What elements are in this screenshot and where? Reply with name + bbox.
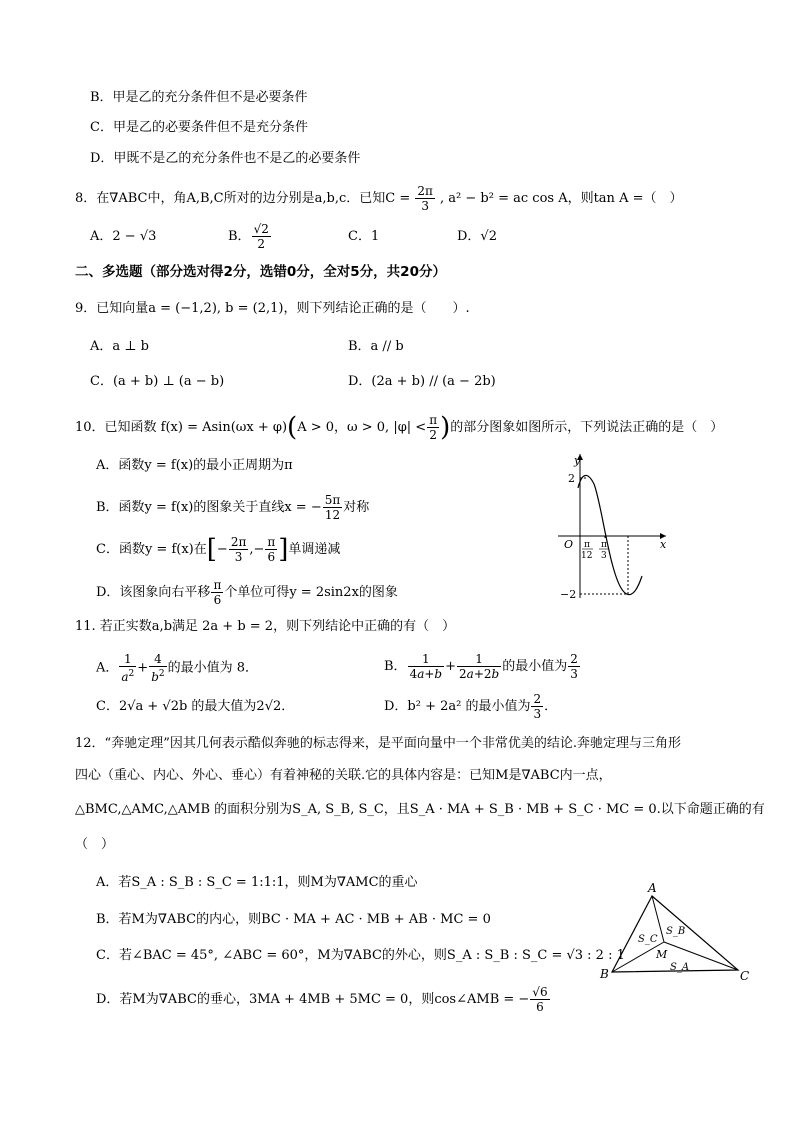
q8-option-a: A．2 − √3 <box>90 229 157 244</box>
q11-option-a: A． $\frac{1}{a^2}$ + $\frac{4}{b^2}$ 的最小值为 8． <box>96 652 259 684</box>
x-axis-label: x <box>660 538 667 551</box>
ytick-neg2: −2 <box>560 588 577 601</box>
q12-line3: △BMC,△AMC,△AMB 的面积分别为S_A, S_B, S_C，且S_A · MA + S_B · MB + S_C · MC = 0.以下命题正确的有 <box>75 802 765 817</box>
vertex-c-label: C <box>740 969 750 983</box>
q12-option-a: A．若S_A : S_B : S_C = 1:1:1，则M为∇AMC的重心 <box>96 875 418 890</box>
q12-option-d: D．若M为∇ABC的垂心，3MA + 4MB + 5MC = 0，则cos∠AMB = − $\frac{√6}{6}$ <box>96 985 548 1014</box>
q9-option-a: A．a ⊥ b <box>90 339 149 354</box>
vertex-b-label: B <box>600 967 609 981</box>
q11-option-b: B． $\frac{1}{4a+b}$ + $\frac{1}{2a+2b}$ 的最小值为 $\frac{2}{3}$ <box>384 652 578 681</box>
q10-option-b: B．函数y = f(x)的图象关于直线x = − $\frac{5\pi}{12}$ 对称 <box>96 493 370 522</box>
q9-option-b: B．a // b <box>348 339 404 354</box>
q9-stem: 9．已知向量a = (−1,2), b = (2,1)，则下列结论正确的是（ ）. <box>75 301 470 316</box>
q7-option-b: B．甲是乙的充分条件但不是必要条件 <box>90 90 308 105</box>
q12-line2: 四心（重心、内心、外心、垂心）有着神秘的关联.它的具体内容是：已知M是∇ABC内一点， <box>75 768 612 783</box>
q11-stem: 11. 若正实数a,b满足 2a + b = 2，则下列结论中正确的有（ ） <box>75 619 456 634</box>
q8-option-c: C．1 <box>348 229 380 244</box>
q7-option-d: D．甲既不是乙的充分条件也不是乙的必要条件 <box>90 151 361 166</box>
area-sb-label: S_B <box>666 926 686 937</box>
vertex-a-label: A <box>648 881 657 895</box>
q8-option-b: B． $\frac{√2}{2}$ <box>228 222 269 251</box>
q9-option-d: D．(2a + b) // (a − 2b) <box>348 374 496 389</box>
q8-stem <box>75 184 682 213</box>
q10-option-c: C．函数y = f(x)在[− $\frac{2\pi}{3}$ ,− $\frac{\pi}{6}$ ]单调递减 <box>96 534 341 565</box>
q7-option-c: C．甲是乙的必要条件但不是充分条件 <box>90 120 308 135</box>
q11-option-d: D．b² + 2a² 的最小值为 $\frac{2}{3}$ ． <box>384 692 558 721</box>
q12-line1: 12．“奔驰定理”因其几何表示酷似奔驰的标志得来，是平面向量中一个非常优美的结论.奔驰定理与三角形 <box>75 736 681 751</box>
q10-option-d: D．该图象向右平移 $\frac{\pi}{6}$ 个单位可得y = 2sin2x的图象 <box>96 578 398 607</box>
xtick-pi-num: π <box>584 540 590 550</box>
y-axis-label: y <box>574 454 581 467</box>
q12-line4: （ ） <box>75 837 115 852</box>
q10-option-a: A．函数y = f(x)的最小正周期为π <box>96 458 293 473</box>
q10-sine-graph <box>548 448 678 608</box>
q12-option-c: C．若∠BAC = 45°, ∠ABC = 60°，M为∇ABC的外心，则S_A : S_B : S_C = √3 : 2 : 1 <box>96 948 625 963</box>
q8-c-fraction: $\frac{2\pi}{3}$ <box>417 184 433 213</box>
q10-stem: 10．已知函数 f(x) = Asin(ωx + φ)(A > 0，ω > 0, |φ| < $\frac{\pi}{2}$ )的部分图象如图所示，下列说法正确的是（ ） <box>75 412 724 443</box>
point-m-label: M <box>656 948 668 961</box>
section-heading-multiple-choice: 二、多选题（部分选对得2分，选错0分，全对5分，共20分） <box>75 264 446 280</box>
xtick-pi3-den: 3 <box>601 551 607 561</box>
q12-option-b: B．若M为∇ABC的内心，则BC · MA + AC · MB + AB · MC = 0 <box>96 912 491 927</box>
q8-option-d: D．√2 <box>457 229 497 244</box>
area-sa-label: S_A <box>670 962 690 973</box>
area-sc-label: S_C <box>638 934 658 945</box>
xtick-12-den: 12 <box>581 551 593 561</box>
q12-triangle-figure <box>596 880 756 990</box>
q8-stem-a: 8．在∇ABC中，角A,B,C所对的边分别是a,b,c．已知C = <box>75 191 411 206</box>
q11-option-c: C．2√a + √2b 的最大值为2√2． <box>96 699 295 714</box>
q8-stem-b: , a² − b² = ac cos A，则tan A =（ ） <box>440 191 683 206</box>
xtick-pi3-num: π <box>601 540 607 550</box>
origin-label: O <box>564 538 574 551</box>
q9-option-c: C．(a + b) ⊥ (a − b) <box>90 374 225 389</box>
ytick-2: 2 <box>568 472 575 485</box>
sine-curve <box>578 475 642 594</box>
